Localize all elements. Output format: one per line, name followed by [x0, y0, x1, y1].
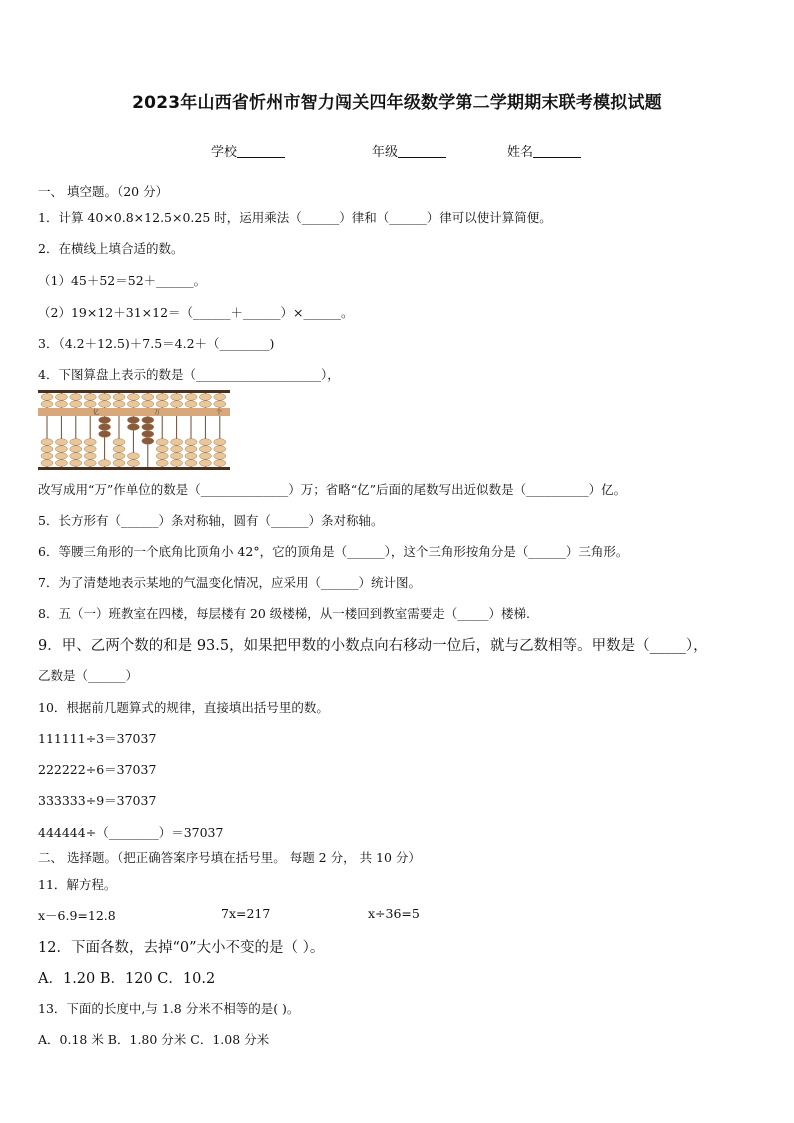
abacus-bead — [171, 453, 183, 460]
grade-label: 年级 — [372, 145, 399, 160]
abacus-bead — [113, 453, 125, 460]
abacus-bead — [214, 401, 226, 408]
name-field — [507, 141, 581, 160]
abacus-bead — [70, 439, 82, 446]
abacus-bead — [127, 453, 139, 460]
abacus-bead — [99, 417, 111, 424]
abacus-beam — [38, 408, 230, 416]
abacus-bead — [84, 446, 96, 453]
abacus-bead — [127, 460, 139, 467]
abacus-bead — [156, 394, 168, 401]
abacus-bead — [113, 394, 125, 401]
question-2: 2．在横线上填合适的数。 — [38, 241, 184, 256]
abacus-bead — [113, 446, 125, 453]
abacus-bead — [171, 439, 183, 446]
abacus-bead — [84, 401, 96, 408]
grade-field — [372, 141, 446, 160]
abacus-bead — [127, 394, 139, 401]
question-11-equation-1: x－6.9=12.8 — [38, 908, 116, 923]
question-10: 10．根据前几题算式的规律，直接填出括号里的数。 — [38, 700, 329, 715]
question-12: 12．下面各数，去掉“0”大小不变的是（ ）。 — [38, 940, 325, 956]
abacus-label-wan: 万 — [154, 409, 161, 416]
abacus-bead — [41, 460, 53, 467]
question-13: 13．下面的长度中,与 1.8 分米不相等的是( )。 — [38, 1001, 300, 1016]
abacus-bead — [214, 446, 226, 453]
abacus-bead — [214, 394, 226, 401]
abacus-bead — [185, 439, 197, 446]
question-3: 3．（4.2＋12.5)＋7.5＝4.2＋（________) — [38, 336, 275, 351]
abacus-bead — [127, 417, 139, 424]
section-2-header: 二、 选择题。（把正确答案序号填在括号里。 每题 2 分， 共 10 分） — [38, 850, 421, 865]
question-10-equation-3: 333333÷9＝37037 — [38, 793, 157, 808]
abacus-bottom-frame — [38, 467, 230, 470]
abacus-bead — [41, 394, 53, 401]
question-7: 7．为了清楚地表示某地的气温变化情况，应采用（______）统计图。 — [38, 575, 421, 590]
abacus-bead — [55, 439, 67, 446]
question-6: 6．等腰三角形的一个底角比顶角小 42°，它的顶角是（______），这个三角形按角分是（______）三角形。 — [38, 544, 629, 559]
question-1: 1．计算 40×0.8×12.5×0.25 时，运用乘法（______）律和（______）律可以使计算简便。 — [38, 210, 552, 225]
abacus-bead — [171, 401, 183, 408]
abacus-bead — [70, 394, 82, 401]
question-10-equation-2: 222222÷6＝37037 — [38, 762, 157, 777]
abacus-bead — [99, 401, 111, 408]
abacus-bead — [41, 446, 53, 453]
question-13-options: A．0.18 米 B．1.80 分米 C．1.08 分米 — [38, 1032, 270, 1047]
abacus-bead — [156, 401, 168, 408]
abacus-top-frame — [38, 390, 230, 393]
abacus-bead — [171, 394, 183, 401]
school-field — [211, 141, 285, 160]
abacus-bead — [199, 439, 211, 446]
abacus-bead — [156, 453, 168, 460]
abacus-bead — [70, 446, 82, 453]
abacus-bead — [199, 394, 211, 401]
question-9-line-1: 9．甲、乙两个数的和是 93.5，如果把甲数的小数点向右移动一位后，就与乙数相等。甲数是（_____）， — [38, 638, 708, 654]
question-11: 11．解方程。 — [38, 877, 117, 892]
abacus-bead — [113, 401, 125, 408]
abacus-bead — [127, 424, 139, 431]
abacus-bead — [156, 439, 168, 446]
abacus-bead — [185, 446, 197, 453]
abacus-bead — [199, 446, 211, 453]
abacus-bead — [113, 460, 125, 467]
abacus-bead — [156, 460, 168, 467]
question-2-part-1: （1）45＋52＝52＋______。 — [38, 273, 207, 288]
abacus-bead — [171, 460, 183, 467]
abacus-bead — [41, 401, 53, 408]
abacus-bead — [214, 460, 226, 467]
abacus-bead — [142, 401, 154, 408]
name-blank[interactable] — [533, 145, 581, 158]
abacus-bead — [41, 453, 53, 460]
abacus-bead — [99, 424, 111, 431]
abacus-bead — [70, 453, 82, 460]
question-4: 4．下图算盘上表示的数是（____________________）， — [38, 367, 340, 382]
abacus-bead — [55, 401, 67, 408]
abacus-bead — [70, 401, 82, 408]
abacus-bead — [214, 439, 226, 446]
question-10-equation-4: 444444÷（________）＝37037 — [38, 825, 224, 840]
abacus-bead — [55, 446, 67, 453]
abacus-bead — [142, 417, 154, 424]
abacus-bead — [142, 431, 154, 438]
abacus-label-yi: 亿 — [93, 409, 100, 416]
question-4-conversion: 改写成用“万”作单位的数是（______________）万；省略“亿”后面的尾数写出近似数是（__________）亿。 — [38, 482, 627, 497]
abacus-bead — [70, 460, 82, 467]
abacus-bead — [127, 401, 139, 408]
abacus-bead — [84, 460, 96, 467]
question-11-equation-2: 7x=217 — [221, 906, 271, 921]
abacus-label-ge: 个 — [216, 409, 223, 416]
abacus-bead — [199, 460, 211, 467]
abacus-bead — [99, 394, 111, 401]
school-blank[interactable] — [237, 145, 285, 158]
abacus-bead — [214, 453, 226, 460]
abacus-bead — [185, 460, 197, 467]
question-9-line-2: 乙数是（______） — [38, 668, 139, 683]
abacus-bead — [185, 401, 197, 408]
section-1-header: 一、 填空题。（20 分） — [38, 184, 169, 199]
question-11-equation-3: x÷36=5 — [368, 906, 420, 921]
abacus-bead — [199, 401, 211, 408]
abacus-bead — [142, 438, 154, 445]
abacus-figure — [38, 388, 230, 470]
question-10-equation-1: 111111÷3＝37037 — [38, 731, 157, 746]
abacus-bead — [142, 394, 154, 401]
abacus-bead — [185, 453, 197, 460]
grade-blank[interactable] — [398, 145, 446, 158]
question-12-options: A．1.20 B．120 C．10.2 — [38, 971, 216, 987]
question-8: 8．五（一）班教室在四楼，每层楼有 20 级楼梯，从一楼回到教室需要走（_____）楼梯. — [38, 606, 531, 621]
abacus-bead — [84, 439, 96, 446]
abacus-bead — [84, 453, 96, 460]
abacus-bead — [142, 424, 154, 431]
question-2-part-2: （2）19×12＋31×12＝（______＋______）×______。 — [38, 305, 354, 320]
school-label: 学校 — [211, 145, 238, 160]
abacus-bead — [84, 394, 96, 401]
abacus-bead — [55, 394, 67, 401]
abacus-bead — [55, 460, 67, 467]
page-title: 2023年山西省忻州市智力闯关四年级数学第二学期期末联考模拟试题 — [132, 93, 662, 113]
abacus-bead — [199, 453, 211, 460]
abacus-bead — [156, 446, 168, 453]
abacus-bead — [113, 439, 125, 446]
abacus-bead — [171, 446, 183, 453]
abacus-bead — [41, 439, 53, 446]
abacus-bead — [99, 431, 111, 438]
name-label: 姓名 — [507, 145, 534, 160]
abacus-bead — [99, 460, 111, 467]
abacus-bead — [55, 453, 67, 460]
question-5: 5．长方形有（______）条对称轴，圆有（______）条对称轴。 — [38, 513, 384, 528]
abacus-bead — [185, 394, 197, 401]
